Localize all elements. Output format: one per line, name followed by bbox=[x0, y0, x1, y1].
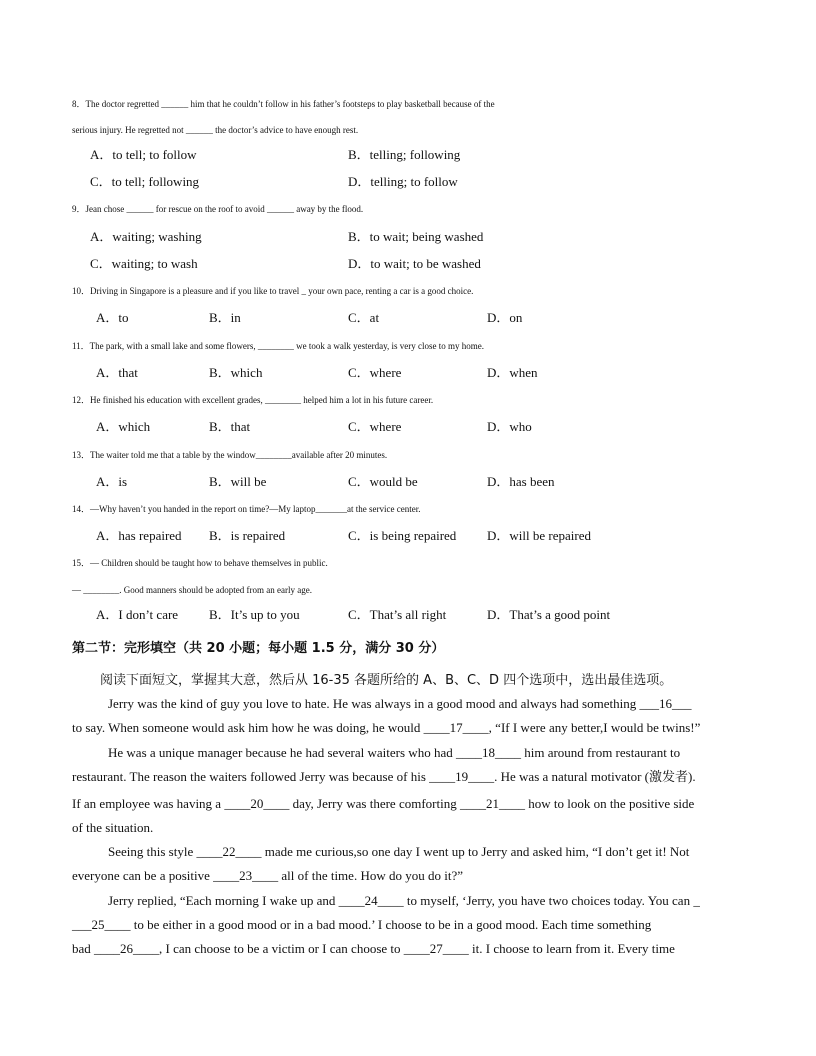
question-14-option-d: D．will be repaired bbox=[487, 528, 591, 543]
question-10-option-c: C．at bbox=[348, 310, 380, 325]
question-14-line-1: 14．—Why haven’t you handed in the report on time?—My laptop_______at the service center. bbox=[72, 504, 421, 514]
question-14-option-a: A．has repaired bbox=[96, 528, 182, 543]
question-15-line-2: — ________. Good manners should be adopted from an early age. bbox=[72, 585, 312, 595]
question-15-option-d: D．That’s a good point bbox=[487, 607, 611, 622]
passage-line: bad ____26____, I can choose to be a victim or I can choose to ____27____ it. I choose to learn from it. Every time bbox=[72, 941, 675, 956]
question-10-line-1: 10．Driving in Singapore is a pleasure and if you like to travel _ your own pace, renting a car is a good choice. bbox=[72, 286, 474, 296]
question-9-option-a: A．waiting; washing bbox=[90, 229, 202, 244]
question-8-line-1: 8．The doctor regretted ______ him that he couldn’t follow in his father’s footsteps to play basketball because of the bbox=[72, 99, 495, 109]
question-15-option-c: C．That’s all right bbox=[348, 607, 447, 622]
question-14-option-b: B．is repaired bbox=[209, 528, 286, 543]
question-12-option-d: D．who bbox=[487, 419, 532, 434]
question-15-option-b: B．It’s up to you bbox=[209, 607, 300, 622]
passage-line: everyone can be a positive ____23____ all of the time. How do you do it?” bbox=[72, 868, 463, 883]
question-11-option-b: B．which bbox=[209, 365, 263, 380]
question-9-option-d: D．to wait; to be washed bbox=[348, 256, 481, 271]
question-11-line-1: 11．The park, with a small lake and some flowers, ________ we took a walk yesterday, is very close to my home. bbox=[72, 341, 484, 351]
question-8-option-c: C．to tell; following bbox=[90, 174, 200, 189]
passage-line: He was a unique manager because he had several waiters who had ____18____ him around from restaurant to bbox=[108, 745, 681, 760]
passage-line: of the situation. bbox=[72, 820, 154, 835]
passage-line: restaurant. The reason the waiters followed Jerry was because of his ____19____. He was a natural motivator (激发者). bbox=[72, 769, 696, 784]
question-13-option-d: D．has been bbox=[487, 474, 555, 489]
question-12-option-b: B．that bbox=[209, 419, 251, 434]
question-13-line-1: 13．The waiter told me that a table by the window________available after 20 minutes. bbox=[72, 450, 388, 460]
question-13-option-c: C．would be bbox=[348, 474, 418, 489]
question-13-option-b: B．will be bbox=[209, 474, 267, 489]
question-15-line-1: 15．— Children should be taught how to behave themselves in public. bbox=[72, 558, 328, 568]
question-10-option-b: B．in bbox=[209, 310, 241, 325]
section-title: 第二节：完形填空（共 20 小题；每小题 1.5 分，满分 30 分） bbox=[72, 641, 445, 656]
question-9-line-1: 9．Jean chose ______ for rescue on the roof to avoid ______ away by the flood. bbox=[72, 204, 364, 214]
passage-line: Jerry was the kind of guy you love to hate. He was always in a good mood and always had something ___16___ bbox=[108, 696, 692, 711]
question-12-line-1: 12．He finished his education with excellent grades, ________ helped him a lot in his future career. bbox=[72, 395, 434, 405]
question-10-option-a: A．to bbox=[96, 310, 129, 325]
section-instruction: 阅读下面短文，掌握其大意，然后从 16-35 各题所给的 A、B、C、D 四个选项中，选出最佳选项。 bbox=[100, 673, 673, 688]
passage-line: Seeing this style ____22____ made me curious,so one day I went up to Jerry and asked him, “I don’t get it! Not bbox=[108, 844, 690, 859]
passage-line: Jerry replied, “Each morning I wake up and ____24____ to myself, ‘Jerry, you have two choices today. You can _ bbox=[108, 893, 700, 908]
question-11-option-c: C．where bbox=[348, 365, 402, 380]
question-13-option-a: A．is bbox=[96, 474, 128, 489]
question-9-option-c: C．waiting; to wash bbox=[90, 256, 198, 271]
question-14-option-c: C．is being repaired bbox=[348, 528, 457, 543]
passage-line: ___25____ to be either in a good mood or in a bad mood.’ I choose to be in a good mood. Each time something bbox=[72, 917, 652, 932]
question-10-option-d: D．on bbox=[487, 310, 523, 325]
question-8-option-d: D．telling; to follow bbox=[348, 174, 458, 189]
question-9-option-b: B．to wait; being washed bbox=[348, 229, 484, 244]
passage-line: to say. When someone would ask him how he was doing, he would ____17____, “If I were any better,I would be twins!” bbox=[72, 720, 701, 735]
question-11-option-d: D．when bbox=[487, 365, 538, 380]
passage-line: If an employee was having a ____20____ day, Jerry was there comforting ____21____ how to look on the positive side bbox=[72, 796, 695, 811]
question-8-option-a: A．to tell; to follow bbox=[90, 147, 197, 162]
question-12-option-c: C．where bbox=[348, 419, 402, 434]
question-11-option-a: A．that bbox=[96, 365, 138, 380]
question-12-option-a: A．which bbox=[96, 419, 151, 434]
question-8-option-b: B．telling; following bbox=[348, 147, 461, 162]
question-15-option-a: A．I don’t care bbox=[96, 607, 179, 622]
question-8-line-2: serious injury. He regretted not ______ the doctor’s advice to have enough rest. bbox=[72, 125, 359, 135]
